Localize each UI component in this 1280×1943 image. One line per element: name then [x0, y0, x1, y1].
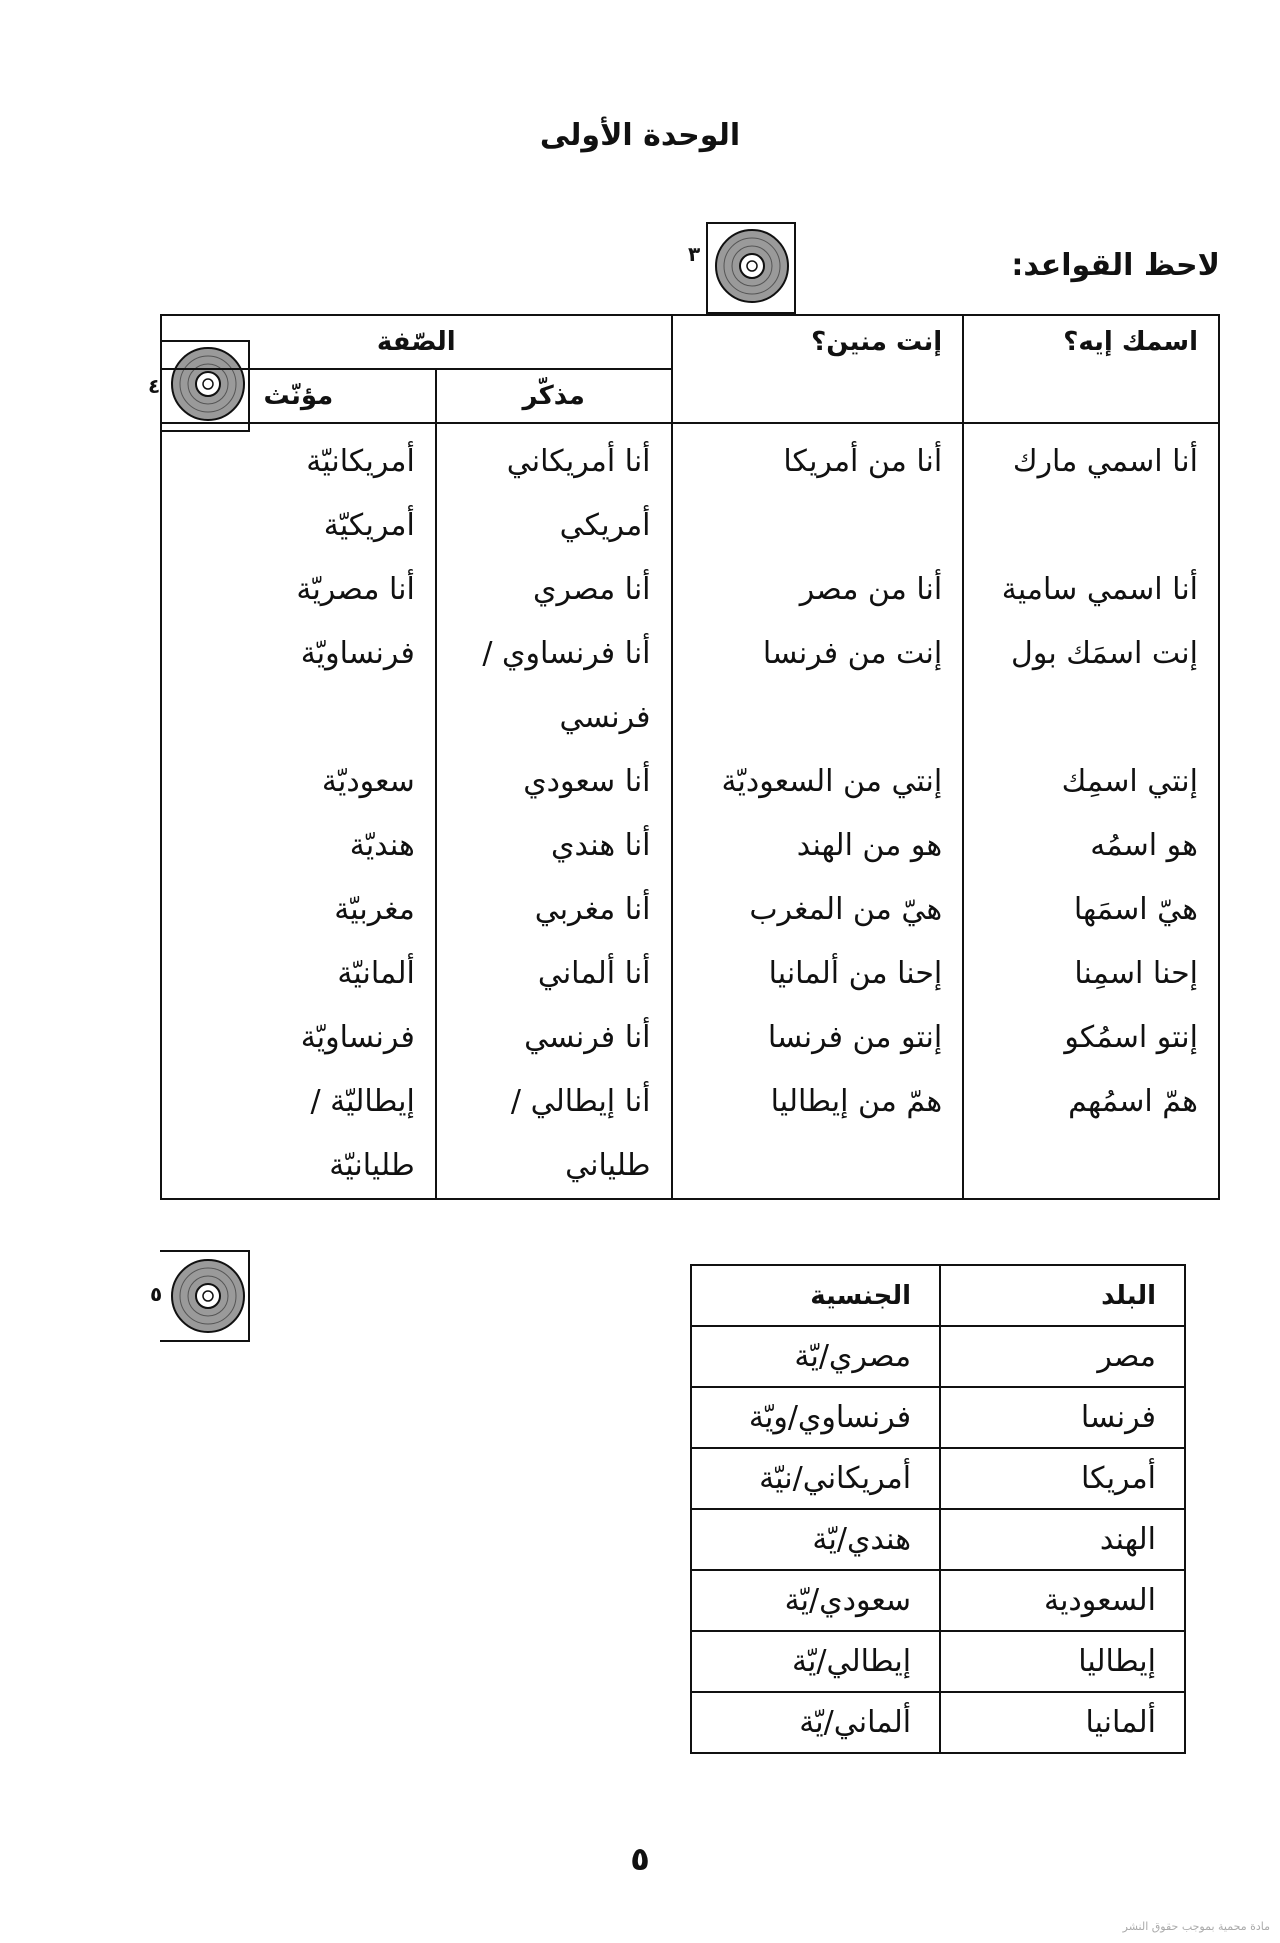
- cell-fem: فرنساويّة: [161, 1006, 436, 1070]
- cell-name: همّ اسمُهم: [963, 1070, 1219, 1134]
- table-row: [161, 423, 1219, 494]
- cell-masc: أنا أمريكاني: [436, 423, 672, 494]
- cd-audio-track-3[interactable]: [688, 222, 796, 312]
- cell-masc: أنا ألماني: [436, 942, 672, 1006]
- copyright-watermark: مادة محمية بموجب حقوق النشر: [1122, 1920, 1270, 1933]
- cell-nationality: سعودي/يّة: [691, 1570, 940, 1631]
- cell-country: إيطاليا: [940, 1631, 1185, 1692]
- cell-fem: أمريكانيّة: [161, 423, 436, 494]
- cd-audio-track-5[interactable]: [150, 1250, 252, 1342]
- cell-country: أمريكا: [940, 1448, 1185, 1509]
- table-row: [691, 1509, 1185, 1570]
- cell-masc: أنا إيطالي /: [436, 1070, 672, 1134]
- nationality-table: [690, 1264, 1186, 1754]
- table-row: [161, 1070, 1219, 1134]
- cell-country: مصر: [940, 1326, 1185, 1387]
- cell-fem: طليانيّة: [161, 1134, 436, 1199]
- cell-fem: مغربيّة: [161, 878, 436, 942]
- header-nationality: الجنسية: [691, 1265, 940, 1326]
- cell-from: إنت من فرنسا: [672, 622, 964, 686]
- table-row: [161, 622, 1219, 686]
- table-row: [691, 1448, 1185, 1509]
- cell-name: إنتو اسمُكو: [963, 1006, 1219, 1070]
- table-row: [161, 1134, 1219, 1199]
- cell-name: [963, 1134, 1219, 1199]
- table-row: [161, 878, 1219, 942]
- cell-from: إنتي من السعوديّة: [672, 750, 964, 814]
- table-row: [161, 494, 1219, 558]
- cell-name: [963, 494, 1219, 558]
- cell-masc: فرنسي: [436, 686, 672, 750]
- table-row: [161, 750, 1219, 814]
- cd-track-number: ٤: [148, 374, 161, 398]
- cell-fem: [161, 686, 436, 750]
- cell-fem: ألمانيّة: [161, 942, 436, 1006]
- table-row: [691, 1570, 1185, 1631]
- cell-from: همّ من إيطاليا: [672, 1070, 964, 1134]
- header-from: إنت منين؟: [672, 315, 964, 423]
- cell-name: أنا اسمي سامية: [963, 558, 1219, 622]
- cell-from: أنا من مصر: [672, 558, 964, 622]
- table-row: [161, 942, 1219, 1006]
- cell-nationality: أمريكاني/نيّة: [691, 1448, 940, 1509]
- cell-country: ألمانيا: [940, 1692, 1185, 1753]
- cell-nationality: هندي/يّة: [691, 1509, 940, 1570]
- header-name: اسمك إيه؟: [963, 315, 1219, 423]
- grammar-table: [160, 314, 1220, 1200]
- cell-name: هو اسمُه: [963, 814, 1219, 878]
- cell-masc: أمريكي: [436, 494, 672, 558]
- cell-masc: طلياني: [436, 1134, 672, 1199]
- cell-masc: أنا فرنساوي /: [436, 622, 672, 686]
- unit-title: الوحدة الأولى: [539, 118, 741, 153]
- cell-nationality: فرنساوي/ويّة: [691, 1387, 940, 1448]
- cell-fem: هنديّة: [161, 814, 436, 878]
- cell-from: [672, 494, 964, 558]
- table-row: [691, 1326, 1185, 1387]
- header-feminine: مؤنّث: [161, 369, 436, 423]
- cd-track-number: ٥: [150, 1282, 163, 1306]
- cell-nationality: ألماني/يّة: [691, 1692, 940, 1753]
- cell-from: هيّ من المغرب: [672, 878, 964, 942]
- cell-masc: أنا مصري: [436, 558, 672, 622]
- cell-from: أنا من أمريكا: [672, 423, 964, 494]
- cell-fem: أمريكيّة: [161, 494, 436, 558]
- cell-name: [963, 686, 1219, 750]
- cell-masc: أنا مغربي: [436, 878, 672, 942]
- cell-country: السعودية: [940, 1570, 1185, 1631]
- cell-nationality: مصري/يّة: [691, 1326, 940, 1387]
- cell-fem: سعوديّة: [161, 750, 436, 814]
- cell-name: إنت اسمَك بول: [963, 622, 1219, 686]
- table-row: [691, 1387, 1185, 1448]
- cd-icon: [712, 226, 792, 306]
- section-title: لاحظ القواعد:: [1011, 248, 1220, 283]
- header-adjective: الصّفة: [161, 315, 672, 369]
- header-masculine: مذكّر: [436, 369, 672, 423]
- cell-country: فرنسا: [940, 1387, 1185, 1448]
- cell-name: أنا اسمي مارك: [963, 423, 1219, 494]
- table-row: [161, 686, 1219, 750]
- cell-name: إحنا اسمِنا: [963, 942, 1219, 1006]
- table-row: [691, 1631, 1185, 1692]
- cell-from: [672, 1134, 964, 1199]
- header-country: البلد: [940, 1265, 1185, 1326]
- cell-masc: أنا سعودي: [436, 750, 672, 814]
- cell-from: إنتو من فرنسا: [672, 1006, 964, 1070]
- cell-name: هيّ اسمَها: [963, 878, 1219, 942]
- cell-fem: فرنساويّة: [161, 622, 436, 686]
- page-number: ٥: [630, 1840, 650, 1878]
- cell-fem: إيطاليّة /: [161, 1070, 436, 1134]
- table-row: [161, 558, 1219, 622]
- cell-name: إنتي اسمِك: [963, 750, 1219, 814]
- cd-icon: [168, 1256, 248, 1336]
- cell-country: الهند: [940, 1509, 1185, 1570]
- table-row: [691, 1692, 1185, 1753]
- cell-masc: أنا فرنسي: [436, 1006, 672, 1070]
- cell-masc: أنا هندي: [436, 814, 672, 878]
- cell-fem: أنا مصريّة: [161, 558, 436, 622]
- cell-from: إحنا من ألمانيا: [672, 942, 964, 1006]
- cell-nationality: إيطالي/يّة: [691, 1631, 940, 1692]
- table-row: [161, 814, 1219, 878]
- cell-from: [672, 686, 964, 750]
- table-row: [161, 1006, 1219, 1070]
- cell-from: هو من الهند: [672, 814, 964, 878]
- cd-track-number: ٣: [688, 242, 701, 266]
